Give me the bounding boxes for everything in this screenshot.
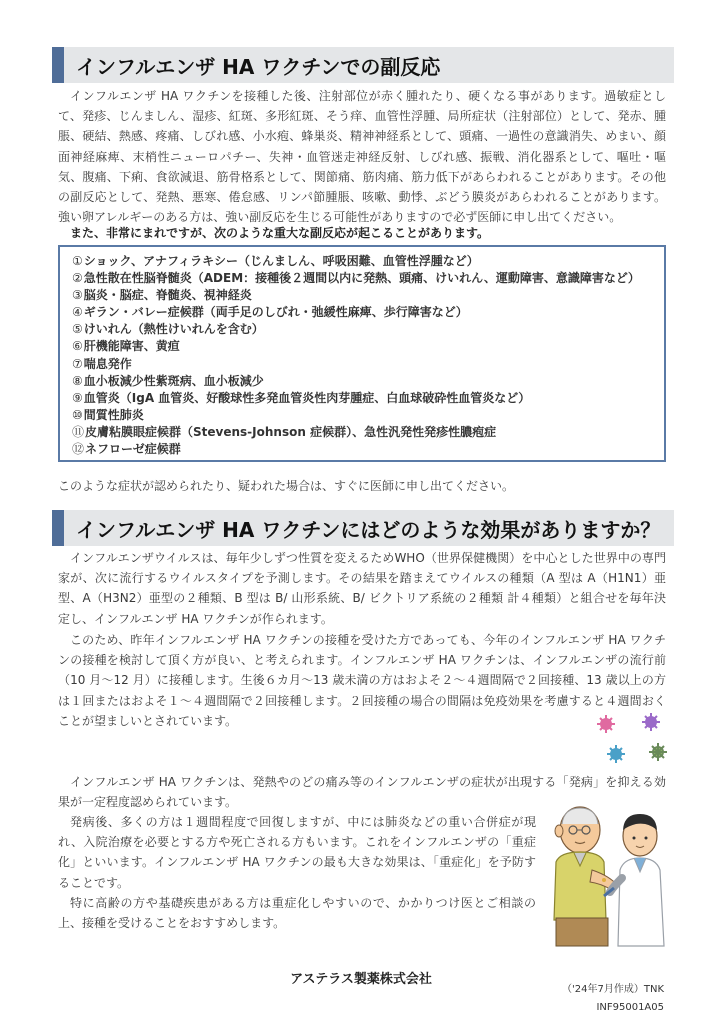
serious-reactions-box [58,245,666,462]
virus-icon [642,713,660,731]
reaction-item: ①ショック、アナフィラキシー（じんましん、呼吸困難、血管性浮腫など） [72,254,479,268]
vaccine-paragraph-severity: 発病後、多くの方は１週間程度で回復しますが、中には肺炎などの重い合併症が現れ、入院治療を必要とする方や死亡される方もいます。これをインフルエンザの「重症化」といいます。インフルエンザ HA ワクチンの最も大きな効果は、「重症化」を予防することです。 [58,815,536,890]
vaccine-paragraph-recommendation: 特に高齢の方や基礎疾患がある方は重症化しやすいので、かかりつけ医とご相談の上、接種を受けることをおすすめします。 [58,896,536,931]
reaction-item: ⑨血管炎（IgA 血管炎、好酸球性多発血管炎性肉芽腫症、白血球破砕性血管炎など） [72,390,531,405]
reaction-item: ⑩間質性肺炎 [72,407,144,422]
consult-doctor-advice: このような症状が認められたり、疑われた場合は、すぐに医師に申し出てください。 [58,479,515,493]
reaction-item: ⑧血小板減少性紫斑病、血小板減少 [72,373,264,388]
reaction-item: ⑫ネフローゼ症候群 [72,442,181,457]
reaction-item: ⑤けいれん（熱性けいれんを含む） [72,322,264,337]
vaccine-paragraph-onset: インフルエンザ HA ワクチンは、発熱やのどの痛み等のインフルエンザの症状が出現する「発病」を抑える効果が一定程度認められています。 [58,775,666,810]
document-code: INF95001A05 [596,1002,664,1013]
reaction-item: ⑪皮膚粘膜眼症候群（Stevens-Johnson 症候群）、急性汎発性発疹性膿疱症 [72,424,497,439]
vaccination-illustration [548,800,666,948]
virus-icon [649,743,667,761]
serious-side-effects-note: また、非常にまれですが、次のような重大な副反応が起こることがあります。 [70,226,490,240]
reaction-item: ⑦喘息発作 [72,356,132,371]
vaccine-paragraph-schedule: このため、昨年インフルエンザ HA ワクチンの接種を受けた方であっても、今年のインフルエンザ HA ワクチンの接種を検討して頂く方が良い、と考えられます。インフルエンザ HA ワクチンは、インフルエンザの流行前（10 月～12 月）に接種します。生後６カ月～13 歳未満の方はおよそ２～４週間隔で２回接種、13 歳以上の方は１回またはおよそ１～４週間隔で２回接種します。２回接種の場合の間隔は免疫効果を考慮すると４週間おくことが望ましいとされています。 [58,633,666,728]
company-name: アステラス製薬株式会社 [290,972,432,987]
reaction-item: ②急性散在性脳脊髄炎（ADEM：接種後２週間以内に発熱、頭痛、けいれん、運動障害、意識障害など） [72,271,640,286]
heading-accent-bar [52,47,64,83]
section-title-side-effects: インフルエンザ HA ワクチンでの副反応 [76,54,441,79]
reaction-item: ③脳炎・脳症、脊髄炎、視神経炎 [72,288,252,303]
vaccine-paragraph-who: インフルエンザウイルスは、毎年少しずつ性質を変えるためWHO（世界保健機関）を中心とした世界中の専門家が、次に流行するウイルスタイプを予測します。その結果を踏まえてウイルスの種類（A 型は A（H1N1）亜型、A（H3N2）亜型の２種類、B 型は B/ 山形系統、B/ ビクトリア系統の２種類 計４種類）と組合せを毎年決定し、インフルエンザ HA ワクチンが作られます。 [58,551,666,626]
heading-accent-bar [52,510,64,546]
section-heading-vaccine-effects [52,510,674,546]
reaction-item: ⑥肝機能障害、黄疸 [72,339,180,354]
side-effects-intro: インフルエンザ HA ワクチンを接種した後、注射部位が赤く腫れたり、硬くなる事があります。過敏症として、発疹、じんましん、湿疹、紅斑、多形紅斑、そう痒、血管性浮腫、局所症状（注射部位）として、発赤、腫脹、硬結、熱感、疼痛、しびれ感、小水疱、蜂巣炎、精神神経系として、頭痛、一過性の意識消失、めまい、顔面神経麻痺、末梢性ニューロパチー、失神・血管迷走神経反射、しびれ感、振戦、消化器系として、嘔吐・嘔気、腹痛、下痢、食欲減退、筋骨格系として、関節痛、筋肉痛、筋力低下があらわれることがあります。その他の副反応として、発熱、悪寒、倦怠感、リンパ節腫脹、咳嗽、動悸、ぶどう膜炎があらわれることがあります。強い卵アレルギーのある方は、強い副反応を生じる可能性がありますので必ず医師に申し出てください。 [58,89,666,225]
creation-date: （'24年7月作成）TNK [562,984,664,995]
reaction-item: ④ギラン・バレー症候群（両手足のしびれ・弛緩性麻痺、歩行障害など） [72,305,468,320]
virus-icon-group [576,712,686,768]
section-title-vaccine-effects: インフルエンザ HA ワクチンにはどのような効果がありますか？ [76,517,661,542]
virus-icon [607,745,625,763]
virus-icon [597,715,615,733]
section-heading-side-effects [52,47,674,83]
